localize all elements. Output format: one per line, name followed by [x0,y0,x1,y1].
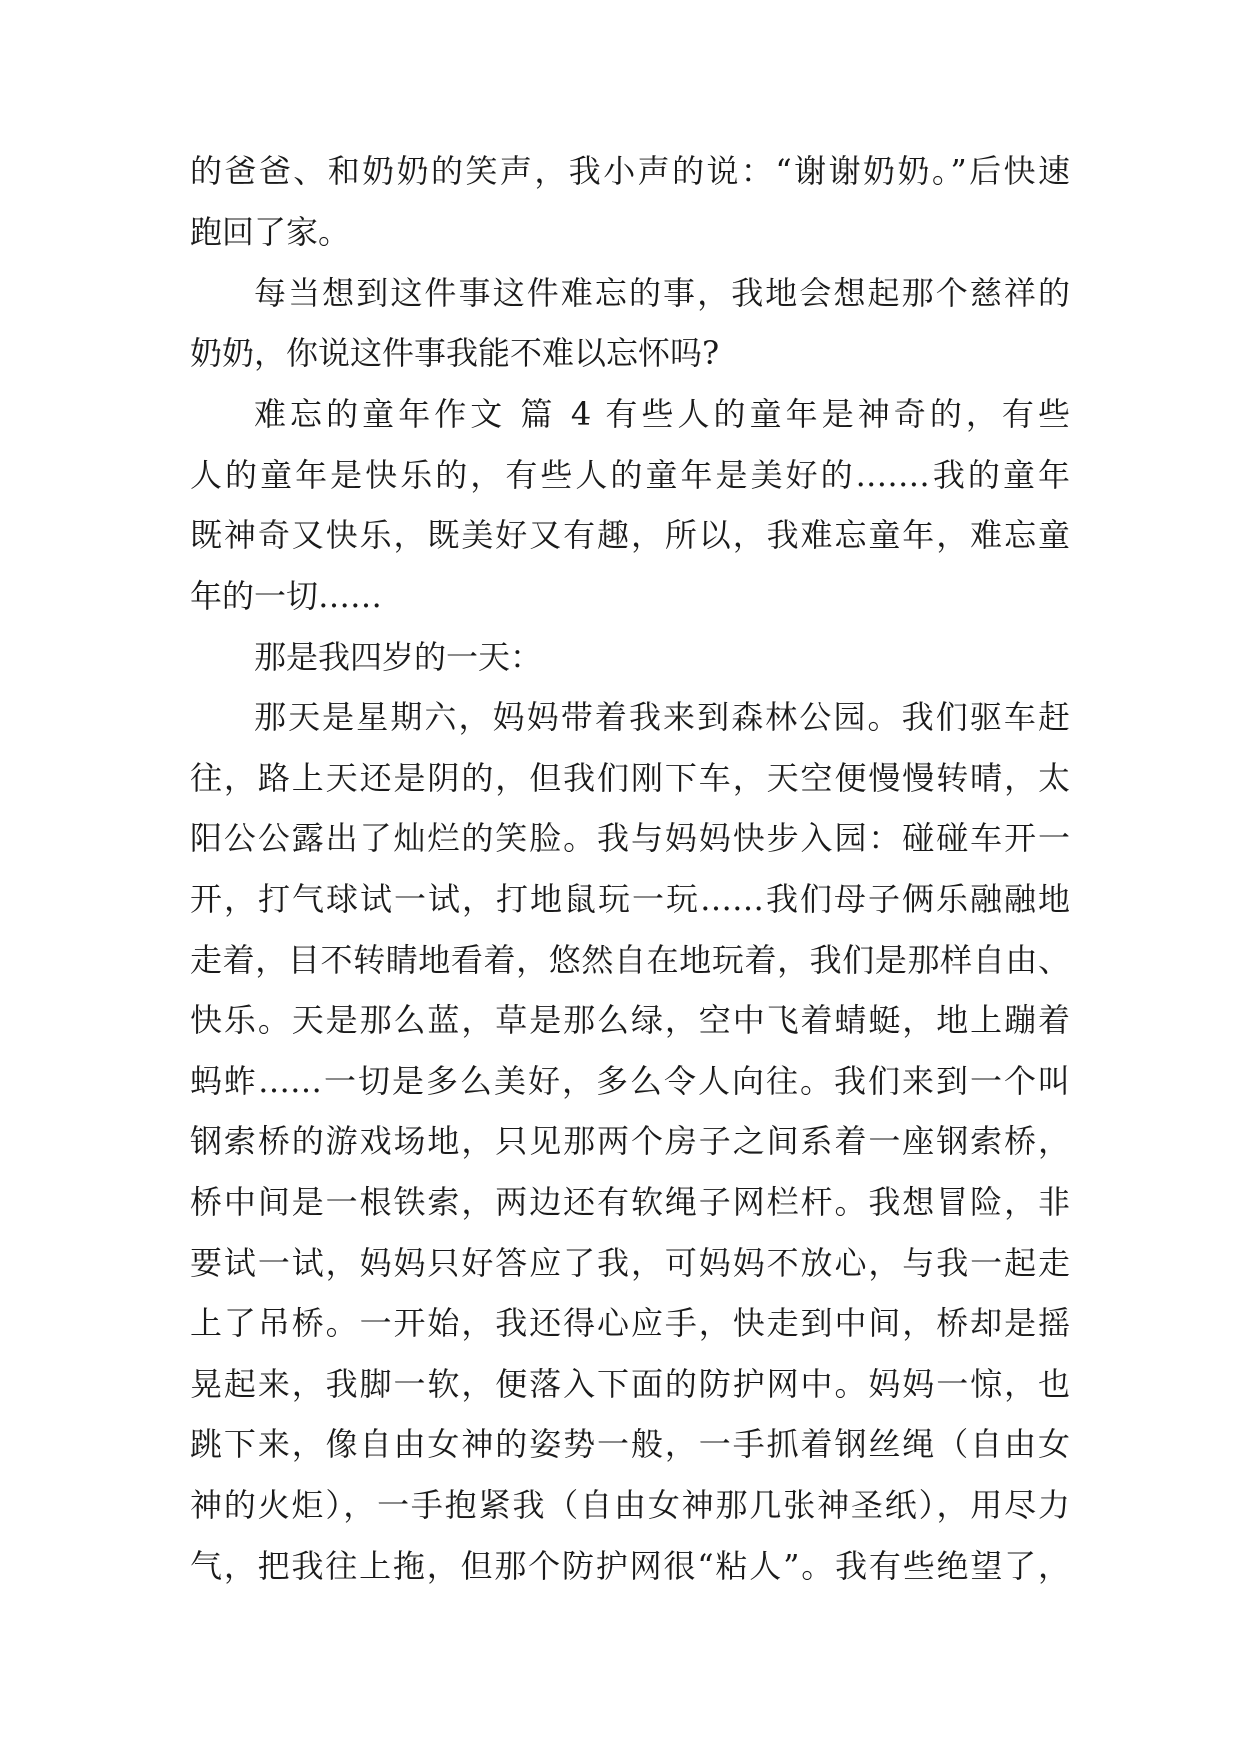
text-line: 跳下来，像自由女神的姿势一般，一手抓着钢丝绳（自由女 [190,1425,1070,1463]
text-line: 奶奶，你说这件事我能不难以忘怀吗? [190,334,720,372]
paragraph-first-line: 那是我四岁的一天： [254,638,543,676]
text-line: 跑回了家。 [190,213,351,251]
text-line: 上了吊桥。一开始，我还得心应手，快走到中间，桥却是摇 [190,1304,1070,1342]
text-line: 走着，目不转睛地看着，悠然自在地玩着，我们是那样自由、 [190,941,1070,979]
text-line: 快乐。天是那么蓝，草是那么绿，空中飞着蜻蜓，地上蹦着 [190,1001,1070,1039]
text-line: 钢索桥的游戏场地，只见那两个房子之间系着一座钢索桥， [190,1122,1070,1160]
text-line: 晃起来，我脚一软，便落入下面的防护网中。妈妈一惊，也 [190,1365,1070,1403]
text-line: 要试一试，妈妈只好答应了我，可妈妈不放心，与我一起走 [190,1244,1070,1282]
text-line: 人的童年是快乐的，有些人的童年是美好的.……我的童年 [190,456,1070,494]
text-line: 开，打气球试一试，打地鼠玩一玩……我们母子俩乐融融地 [190,880,1070,918]
text-line: 的爸爸、和奶奶的笑声，我小声的说：“谢谢奶奶。”后快速 [190,152,1070,190]
text-line: 年的一切…… [190,577,383,615]
text-line: 阳公公露出了灿烂的笑脸。我与妈妈快步入园：碰碰车开一 [190,819,1070,857]
text-line: 神的火炬），一手抱紧我（自由女神那几张神圣纸），用尽力 [190,1486,1070,1524]
paragraph-first-line: 那天是星期六，妈妈带着我来到森林公园。我们驱车赶 [254,698,1070,736]
text-line: 桥中间是一根铁索，两边还有软绳子网栏杆。我想冒险，非 [190,1183,1070,1221]
section-heading-line: 难忘的童年作文 篇 4 有些人的童年是神奇的，有些 [254,395,1070,433]
text-line: 气，把我往上拖，但那个防护网很“粘人”。我有些绝望了， [190,1547,1070,1585]
paragraph-first-line: 每当想到这件事这件难忘的事，我地会想起那个慈祥的 [254,274,1070,312]
text-line: 既神奇又快乐，既美好又有趣，所以，我难忘童年，难忘童 [190,516,1070,554]
text-line: 蚂蚱……一切是多么美好，多么令人向往。我们来到一个叫 [190,1062,1070,1100]
text-line: 往，路上天还是阴的，但我们刚下车，天空便慢慢转晴，太 [190,759,1070,797]
